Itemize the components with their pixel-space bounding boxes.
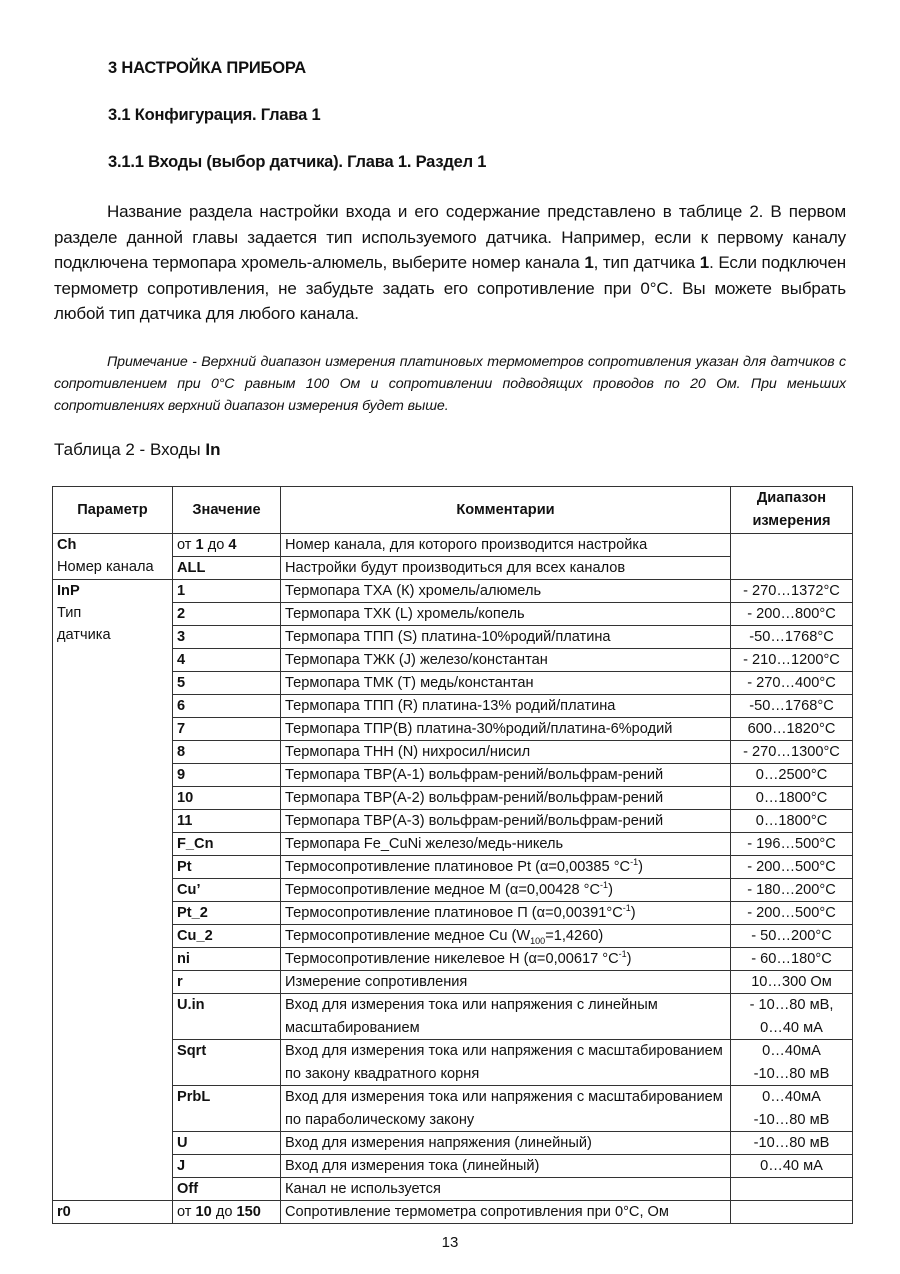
comment-cell: Термопара Fe_CuNi железо/медь-никель: [281, 833, 731, 856]
table-row: [53, 994, 853, 1040]
table-row: [53, 787, 853, 810]
range-cell: 0…1800°С: [731, 810, 853, 833]
comment-cell: Термопара ТЖК (J) железо/константан: [281, 649, 731, 672]
table-row: [53, 672, 853, 695]
param-name: r0: [57, 1204, 71, 1220]
comment-cell: Номер канала, для которого производится настройка: [281, 534, 731, 557]
comment-cell: Термопара ТВР(А-3) вольфрам-рений/вольфрам-рений: [281, 810, 731, 833]
value-cell: ALL: [173, 557, 281, 580]
value-text: от: [177, 1204, 196, 1220]
table-caption: [54, 440, 220, 460]
subscript: 100: [530, 935, 546, 946]
range-cell: - 196…500°С: [731, 833, 853, 856]
value-cell: [173, 1201, 281, 1224]
caption-text: Таблица 2 - Входы: [54, 440, 206, 459]
range-cell: [731, 1201, 853, 1224]
table-row: [53, 1040, 853, 1086]
range-line: -10…80 мВ: [753, 1065, 830, 1082]
range-cell: -10…80 мВ: [731, 1132, 853, 1155]
comment-cell: Канал не используется: [281, 1178, 731, 1201]
comment-cell: [281, 856, 731, 879]
range-line: - 10…80 мВ,: [749, 997, 834, 1013]
subsection-heading: 3.1 Конфигурация. Глава 1: [108, 106, 321, 124]
comment-cell: Термопара ТПР(В) платина-30%родий/платина-6%родий: [281, 718, 731, 741]
value-cell: [173, 534, 281, 557]
range-cell: 10…300 Ом: [731, 971, 853, 994]
table-row: [53, 856, 853, 879]
range-cell: - 210…1200°С: [731, 649, 853, 672]
value-cell: 11: [173, 810, 281, 833]
range-cell: - 60…180°С: [731, 948, 853, 971]
range-cell: 0…40 мА: [731, 1155, 853, 1178]
range-cell: -50…1768°С: [731, 695, 853, 718]
value-bold: 1: [195, 537, 204, 553]
range-cell: - 200…500°С: [731, 856, 853, 879]
superscript: -1: [618, 949, 627, 960]
paragraph-text: . Если подключен термометр сопротивления, не забудьте задать его сопротивление при 0°С. Вы можете выбрать любой тип датчика для любого канала.: [54, 253, 847, 324]
range-cell: - 200…500°С: [731, 902, 853, 925]
value-cell: Sqrt: [173, 1040, 281, 1086]
range-cell: [731, 1086, 853, 1132]
table-row: [53, 718, 853, 741]
comment-text: Термосопротивление медное М (α=0,00428 °С: [285, 882, 601, 898]
comment-cell: Вход для измерения тока или напряжения с линейным масштабированием: [281, 994, 731, 1040]
value-cell: 10: [173, 787, 281, 810]
table-row: [53, 741, 853, 764]
comment-cell: Настройки будут производиться для всех каналов: [281, 557, 731, 580]
comment-cell: Термопара ТПП (R) платина-13% родий/платина: [281, 695, 731, 718]
value-cell: 1: [173, 580, 281, 603]
comment-text: ): [630, 905, 636, 921]
value-cell: F_Cn: [173, 833, 281, 856]
range-line: -10…80 мВ: [753, 1111, 830, 1128]
value-cell: 4: [173, 649, 281, 672]
value-cell: 3: [173, 626, 281, 649]
comment-text: =1,4260): [545, 928, 604, 944]
range-cell: [731, 1178, 853, 1201]
header-value: Значение: [173, 487, 281, 534]
header-param: Параметр: [53, 487, 173, 534]
page-number: 13: [441, 1234, 459, 1251]
section-heading: 3 НАСТРОЙКА ПРИБОРА: [108, 59, 306, 77]
superscript: -1: [630, 857, 639, 868]
comment-cell: Термопара ТХА (К) хромель/алюмель: [281, 580, 731, 603]
caption-bold: In: [205, 440, 221, 459]
param-name: Ch: [57, 537, 77, 553]
range-line: 0…40мА: [762, 1089, 821, 1105]
comment-cell: Вход для измерения тока или напряжения с масштабированием по закону квадратного корня: [281, 1040, 731, 1086]
table-row: [53, 626, 853, 649]
paragraph-text: Название раздела настройки входа и его содержание представлено в таблице 2. В первом разделе данной главы задается тип используемого датчика. Например, если к первому каналу подключена термопара хромель-алюмель, выберите номер канала: [54, 202, 846, 273]
value-bold: 10: [195, 1204, 212, 1220]
range-cell: 600…1820°С: [731, 718, 853, 741]
intro-paragraph: [54, 199, 846, 327]
comment-text: Термосопротивление платиновое Pt (α=0,00385 °С: [285, 859, 631, 875]
comment-cell: Сопротивление термометра сопротивления при 0°С, Ом: [281, 1201, 731, 1224]
inputs-table: [52, 486, 853, 1224]
table-row: [53, 1155, 853, 1178]
value-cell: Pt: [173, 856, 281, 879]
value-bold: 150: [236, 1204, 261, 1220]
comment-cell: Термопара ТХК (L) хромель/копель: [281, 603, 731, 626]
value-cell: Cu’: [173, 879, 281, 902]
table-row: [53, 1132, 853, 1155]
comment-cell: Вход для измерения тока или напряжения с масштабированием по параболическому закону: [281, 1086, 731, 1132]
note-paragraph: Примечание - Верхний диапазон измерения платиновых термометров сопротивления указан для датчиков с сопротивлением при 0°С равным 100 Ом и сопротивлении подводящих проводов по 20 Ом. При меньших сопротивлениях верхний диапазон измерения будет выше.: [54, 354, 846, 415]
comment-cell: Термопара ТПП (S) платина-10%родий/платина: [281, 626, 731, 649]
table-row: [53, 649, 853, 672]
comment-text: ): [608, 882, 613, 898]
table-row: [53, 948, 853, 971]
comment-cell: [281, 925, 731, 948]
value-cell: Cu_2: [173, 925, 281, 948]
value-cell: J: [173, 1155, 281, 1178]
comment-cell: Измерение сопротивления: [281, 971, 731, 994]
table-row: [53, 810, 853, 833]
param-desc: Номер канала: [57, 559, 154, 575]
table-row: [53, 925, 853, 948]
value-bold: 4: [228, 537, 237, 553]
range-cell: [731, 534, 853, 580]
param-name: InP: [57, 583, 80, 599]
comment-text: Термосопротивление никелевое Н (α=0,00617 °С: [285, 951, 619, 967]
param-cell-ch: [53, 534, 173, 580]
comment-text: Термосопротивление медное Cu (W: [285, 928, 531, 944]
value-cell: 9: [173, 764, 281, 787]
paragraph-bold: 1: [584, 253, 594, 273]
value-cell: Pt_2: [173, 902, 281, 925]
table-row: [53, 1178, 853, 1201]
superscript: -1: [622, 903, 631, 914]
comment-cell: [281, 879, 731, 902]
value-text: от: [177, 537, 196, 553]
value-cell: 2: [173, 603, 281, 626]
comment-cell: Термопара ТВР(А-1) вольфрам-рений/вольфрам-рений: [281, 764, 731, 787]
param-cell-r0: [53, 1201, 173, 1224]
table-header-row: [53, 487, 853, 534]
paragraph-text: , тип датчика: [593, 253, 700, 273]
param-desc: датчика: [57, 627, 111, 643]
range-cell: [731, 1040, 853, 1086]
range-line: 0…40мА: [762, 1043, 821, 1059]
table-row: [53, 764, 853, 787]
table-row: [53, 695, 853, 718]
header-comment: Комментарии: [281, 487, 731, 534]
range-cell: - 270…1372°С: [731, 580, 853, 603]
range-cell: - 50…200°С: [731, 925, 853, 948]
superscript: -1: [600, 880, 609, 891]
paragraph-bold: 1: [699, 253, 710, 273]
range-cell: 0…1800°С: [731, 787, 853, 810]
param-cell-inp: [53, 580, 173, 1201]
range-cell: -50…1768°С: [731, 626, 853, 649]
value-cell: PrbL: [173, 1086, 281, 1132]
comment-text: ): [638, 859, 643, 875]
value-cell: Off: [173, 1178, 281, 1201]
table-row: [53, 534, 853, 557]
table-row: [53, 1201, 853, 1224]
comment-cell: Термопара ТНН (N) нихросил/нисил: [281, 741, 731, 764]
table-row: [53, 603, 853, 626]
range-cell: - 180…200°С: [731, 879, 853, 902]
comment-cell: [281, 948, 731, 971]
value-text: до: [203, 537, 229, 553]
value-text: до: [211, 1204, 237, 1220]
range-cell: - 270…400°С: [731, 672, 853, 695]
comment-text: Термосопротивление платиновое П (α=0,00391°С: [285, 905, 623, 921]
table-row: [53, 1086, 853, 1132]
table-row: [53, 971, 853, 994]
header-range: Диапазон измерения: [731, 487, 853, 534]
value-cell: U: [173, 1132, 281, 1155]
range-cell: 0…2500°С: [731, 764, 853, 787]
value-cell: 6: [173, 695, 281, 718]
value-cell: 8: [173, 741, 281, 764]
table-row: [53, 580, 853, 603]
value-cell: 7: [173, 718, 281, 741]
comment-cell: Термопара ТВР(А-2) вольфрам-рений/вольфрам-рений: [281, 787, 731, 810]
range-cell: - 200…800°С: [731, 603, 853, 626]
comment-cell: [281, 902, 731, 925]
range-line: 0…40 мА: [760, 1019, 823, 1036]
subsubsection-heading: 3.1.1 Входы (выбор датчика). Глава 1. Раздел 1: [108, 153, 487, 171]
param-desc: Тип: [57, 605, 82, 621]
range-cell: - 270…1300°С: [731, 741, 853, 764]
value-cell: ni: [173, 948, 281, 971]
value-cell: r: [173, 971, 281, 994]
comment-cell: Вход для измерения тока (линейный): [281, 1155, 731, 1178]
table-row: [53, 879, 853, 902]
table-row: [53, 833, 853, 856]
comment-cell: Термопара ТМК (Т) медь/константан: [281, 672, 731, 695]
comment-text: ): [626, 951, 632, 967]
comment-cell: Вход для измерения напряжения (линейный): [281, 1132, 731, 1155]
value-cell: U.in: [173, 994, 281, 1040]
table-row: [53, 902, 853, 925]
range-cell: [731, 994, 853, 1040]
value-cell: 5: [173, 672, 281, 695]
